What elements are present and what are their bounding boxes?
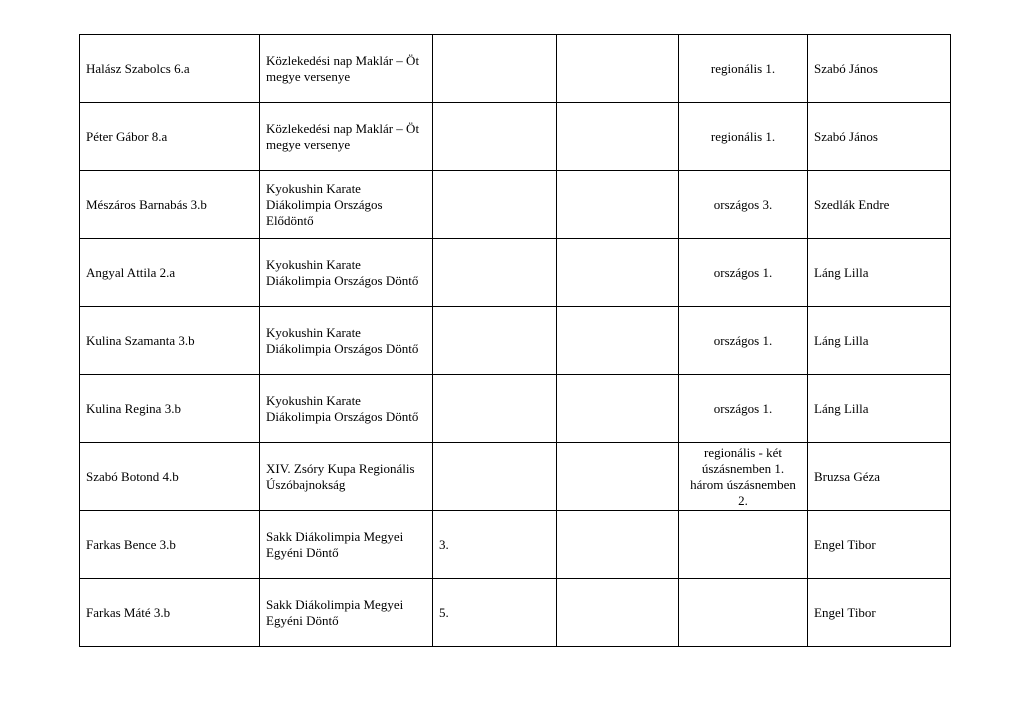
table-row	[80, 511, 951, 579]
teacher-cell: Láng Lilla	[808, 375, 951, 443]
competition-cell: Sakk Diákolimpia Megyei Egyéni Döntő	[260, 511, 433, 579]
table-row	[80, 171, 951, 239]
result-cell: országos 1.	[679, 307, 808, 375]
student-name-cell: Kulina Szamanta 3.b	[80, 307, 260, 375]
result-cell: regionális 1.	[679, 35, 808, 103]
county-place-cell	[433, 239, 557, 307]
table-row	[80, 579, 951, 647]
result-cell: országos 3.	[679, 171, 808, 239]
teacher-cell: Láng Lilla	[808, 239, 951, 307]
student-name-cell: Angyal Attila 2.a	[80, 239, 260, 307]
result-cell	[679, 579, 808, 647]
county-place-cell: 3.	[433, 511, 557, 579]
county-place-cell	[433, 35, 557, 103]
table-row	[80, 35, 951, 103]
competition-cell: Kyokushin Karate Diákolimpia Országos Döntő	[260, 375, 433, 443]
student-name-cell: Farkas Máté 3.b	[80, 579, 260, 647]
result-cell: országos 1.	[679, 239, 808, 307]
competition-cell: Közlekedési nap Maklár – Öt megye versenye	[260, 103, 433, 171]
empty-cell	[557, 103, 679, 171]
table-row	[80, 443, 951, 511]
student-name-cell: Farkas Bence 3.b	[80, 511, 260, 579]
county-place-cell	[433, 171, 557, 239]
county-place-cell	[433, 307, 557, 375]
table-row	[80, 307, 951, 375]
student-name-cell: Mészáros Barnabás 3.b	[80, 171, 260, 239]
table-row	[80, 239, 951, 307]
result-cell: országos 1.	[679, 375, 808, 443]
table-row	[80, 103, 951, 171]
county-place-cell	[433, 375, 557, 443]
result-cell: regionális - két úszásnemben 1. három úszásnemben 2.	[679, 443, 808, 511]
empty-cell	[557, 511, 679, 579]
competition-cell: Kyokushin Karate Diákolimpia Országos Döntő	[260, 239, 433, 307]
results-table	[79, 34, 951, 647]
result-cell: regionális 1.	[679, 103, 808, 171]
county-place-cell	[433, 443, 557, 511]
teacher-cell: Engel Tibor	[808, 579, 951, 647]
county-place-cell: 5.	[433, 579, 557, 647]
table-row	[80, 375, 951, 443]
results-table-body	[80, 35, 951, 647]
teacher-cell: Bruzsa Géza	[808, 443, 951, 511]
result-cell	[679, 511, 808, 579]
student-name-cell: Halász Szabolcs 6.a	[80, 35, 260, 103]
empty-cell	[557, 443, 679, 511]
county-place-cell	[433, 103, 557, 171]
student-name-cell: Péter Gábor 8.a	[80, 103, 260, 171]
competition-cell: Sakk Diákolimpia Megyei Egyéni Döntő	[260, 579, 433, 647]
competition-cell: Kyokushin Karate Diákolimpia Országos Elődöntő	[260, 171, 433, 239]
teacher-cell: Szabó János	[808, 35, 951, 103]
teacher-cell: Engel Tibor	[808, 511, 951, 579]
competition-cell: Kyokushin Karate Diákolimpia Országos Döntő	[260, 307, 433, 375]
teacher-cell: Szedlák Endre	[808, 171, 951, 239]
student-name-cell: Kulina Regina 3.b	[80, 375, 260, 443]
empty-cell	[557, 35, 679, 103]
teacher-cell: Láng Lilla	[808, 307, 951, 375]
empty-cell	[557, 375, 679, 443]
competition-cell: Közlekedési nap Maklár – Öt megye versenye	[260, 35, 433, 103]
competition-cell: XIV. Zsóry Kupa Regionális Úszóbajnokság	[260, 443, 433, 511]
teacher-cell: Szabó János	[808, 103, 951, 171]
empty-cell	[557, 307, 679, 375]
empty-cell	[557, 239, 679, 307]
student-name-cell: Szabó Botond 4.b	[80, 443, 260, 511]
empty-cell	[557, 171, 679, 239]
empty-cell	[557, 579, 679, 647]
